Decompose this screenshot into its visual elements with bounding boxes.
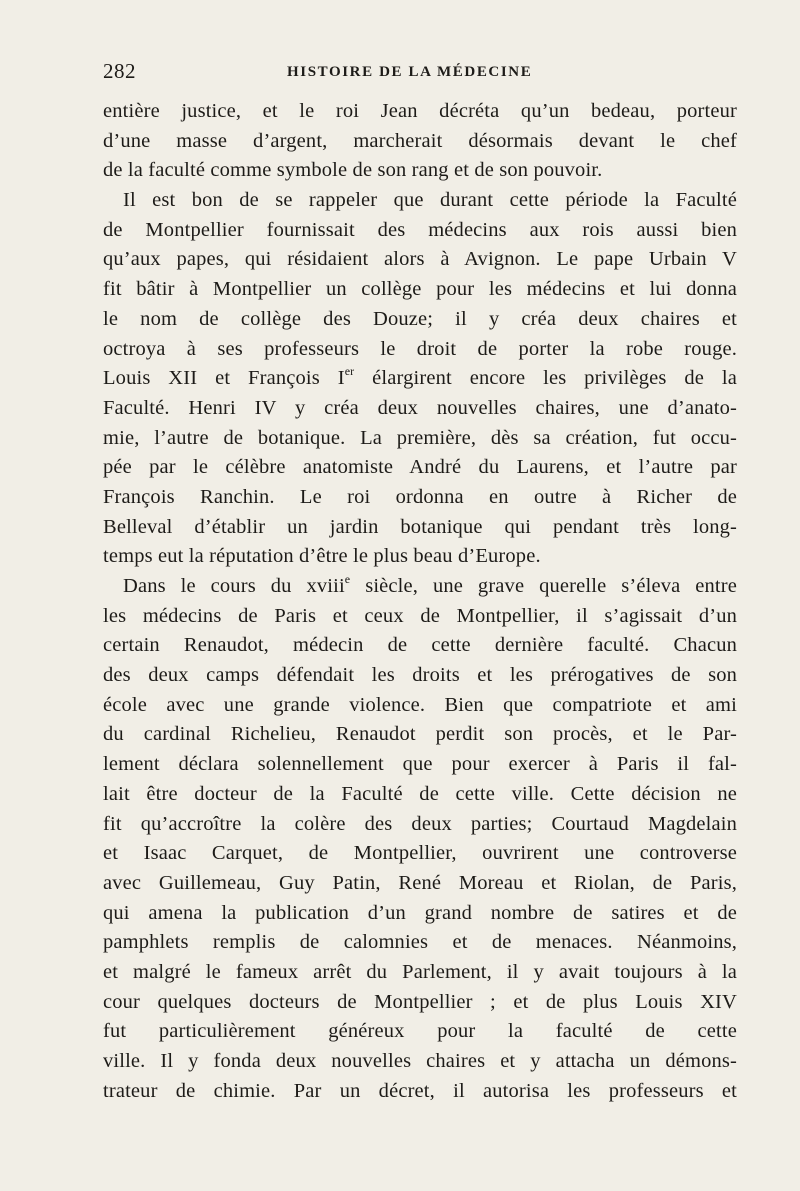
text-line: et malgré le fameux arrêt du Parlement, il y avait toujours à la: [103, 960, 737, 983]
body-text: [103, 97, 737, 1106]
text-line: de la faculté comme symbole de son rang et de son pouvoir.: [103, 159, 603, 182]
text-line: lement déclara solennellement que pour exercer à Paris il fal-: [103, 753, 737, 776]
text-segment: élargirent encore les privilèges de la: [354, 367, 737, 390]
text-line: école avec une grande violence. Bien que compatriote et ami: [103, 693, 737, 716]
text-line: [103, 364, 737, 394]
text-line: le nom de collège des Douze; il y créa deux chaires et: [103, 307, 737, 330]
text-line: d’une masse d’argent, marcherait désormais devant le chef: [103, 129, 737, 152]
text-line: certain Renaudot, médecin de cette dernière faculté. Chacun: [103, 634, 737, 657]
text-line: avec Guillemeau, Guy Patin, René Moreau et Riolan, de Paris,: [103, 871, 737, 894]
text-line: Il est bon de se rappeler que durant cette période la Faculté: [123, 189, 737, 212]
text-line: des deux camps défendait les droits et les prérogatives de son: [103, 664, 737, 687]
text-line: entière justice, et le roi Jean décréta qu’un bedeau, porteur: [103, 100, 737, 122]
text-line: François Ranchin. Le roi ordonna en outre à Richer de: [103, 485, 737, 508]
text-line: fit bâtir à Montpellier un collège pour les médecins et lui donna: [103, 278, 737, 301]
text-segment: siècle, une grave querelle s’éleva entre: [350, 575, 737, 597]
text-line: trateur de chimie. Par un décret, il autorisa les professeurs et: [103, 1079, 737, 1102]
text-line: [103, 572, 737, 602]
text-line: temps eut la réputation d’être le plus beau d’Europe.: [103, 545, 541, 568]
text-line: lait être docteur de la Faculté de cette ville. Cette décision ne: [103, 782, 737, 805]
text-line: ville. Il y fonda deux nouvelles chaires et y attacha un démons-: [103, 1050, 737, 1072]
running-title: HISTOIRE DE LA MÉDECINE: [287, 64, 533, 80]
text-segment: Dans le cours du xviii: [123, 575, 345, 597]
text-line: fut particulièrement généreux pour la faculté de cette: [103, 1020, 737, 1043]
text-line: Belleval d’établir un jardin botanique qui pendant très long-: [103, 515, 737, 538]
text-line: qu’aux papes, qui résidaient alors à Avignon. Le pape Urbain V: [103, 248, 737, 271]
text-line: cour quelques docteurs de Montpellier ; et de plus Louis XIV: [103, 990, 737, 1013]
superscript: e: [344, 572, 351, 586]
text-line: les médecins de Paris et ceux de Montpellier, il s’agissait d’un: [103, 604, 737, 627]
text-line: qui amena la publication d’un grand nombre de satires et de: [103, 901, 737, 924]
text-line: fit qu’accroître la colère des deux parties; Courtaud Magdelain: [103, 812, 737, 835]
text-line: pée par le célèbre anatomiste André du Laurens, et l’autre par: [103, 456, 737, 479]
running-head: [103, 56, 737, 86]
text-line: du cardinal Richelieu, Renaudot perdit son procès, et le Par-: [103, 723, 737, 746]
text-segment: Louis XII et François I: [103, 367, 345, 390]
superscript: er: [344, 364, 355, 379]
text-line: octroya à ses professeurs le droit de porter la robe rouge.: [103, 337, 737, 360]
text-line: pamphlets remplis de calomnies et de menaces. Néanmoins,: [103, 931, 737, 954]
text-line: de Montpellier fournissait des médecins aux rois aussi bien: [103, 218, 737, 241]
text-line: mie, l’autre de botanique. La première, dès sa création, fut occu-: [103, 426, 737, 449]
page-number: 282: [103, 59, 136, 83]
text-line: Faculté. Henri IV y créa deux nouvelles chaires, une d’anato-: [103, 396, 737, 419]
text-line: et Isaac Carquet, de Montpellier, ouvrirent une controverse: [103, 842, 737, 865]
